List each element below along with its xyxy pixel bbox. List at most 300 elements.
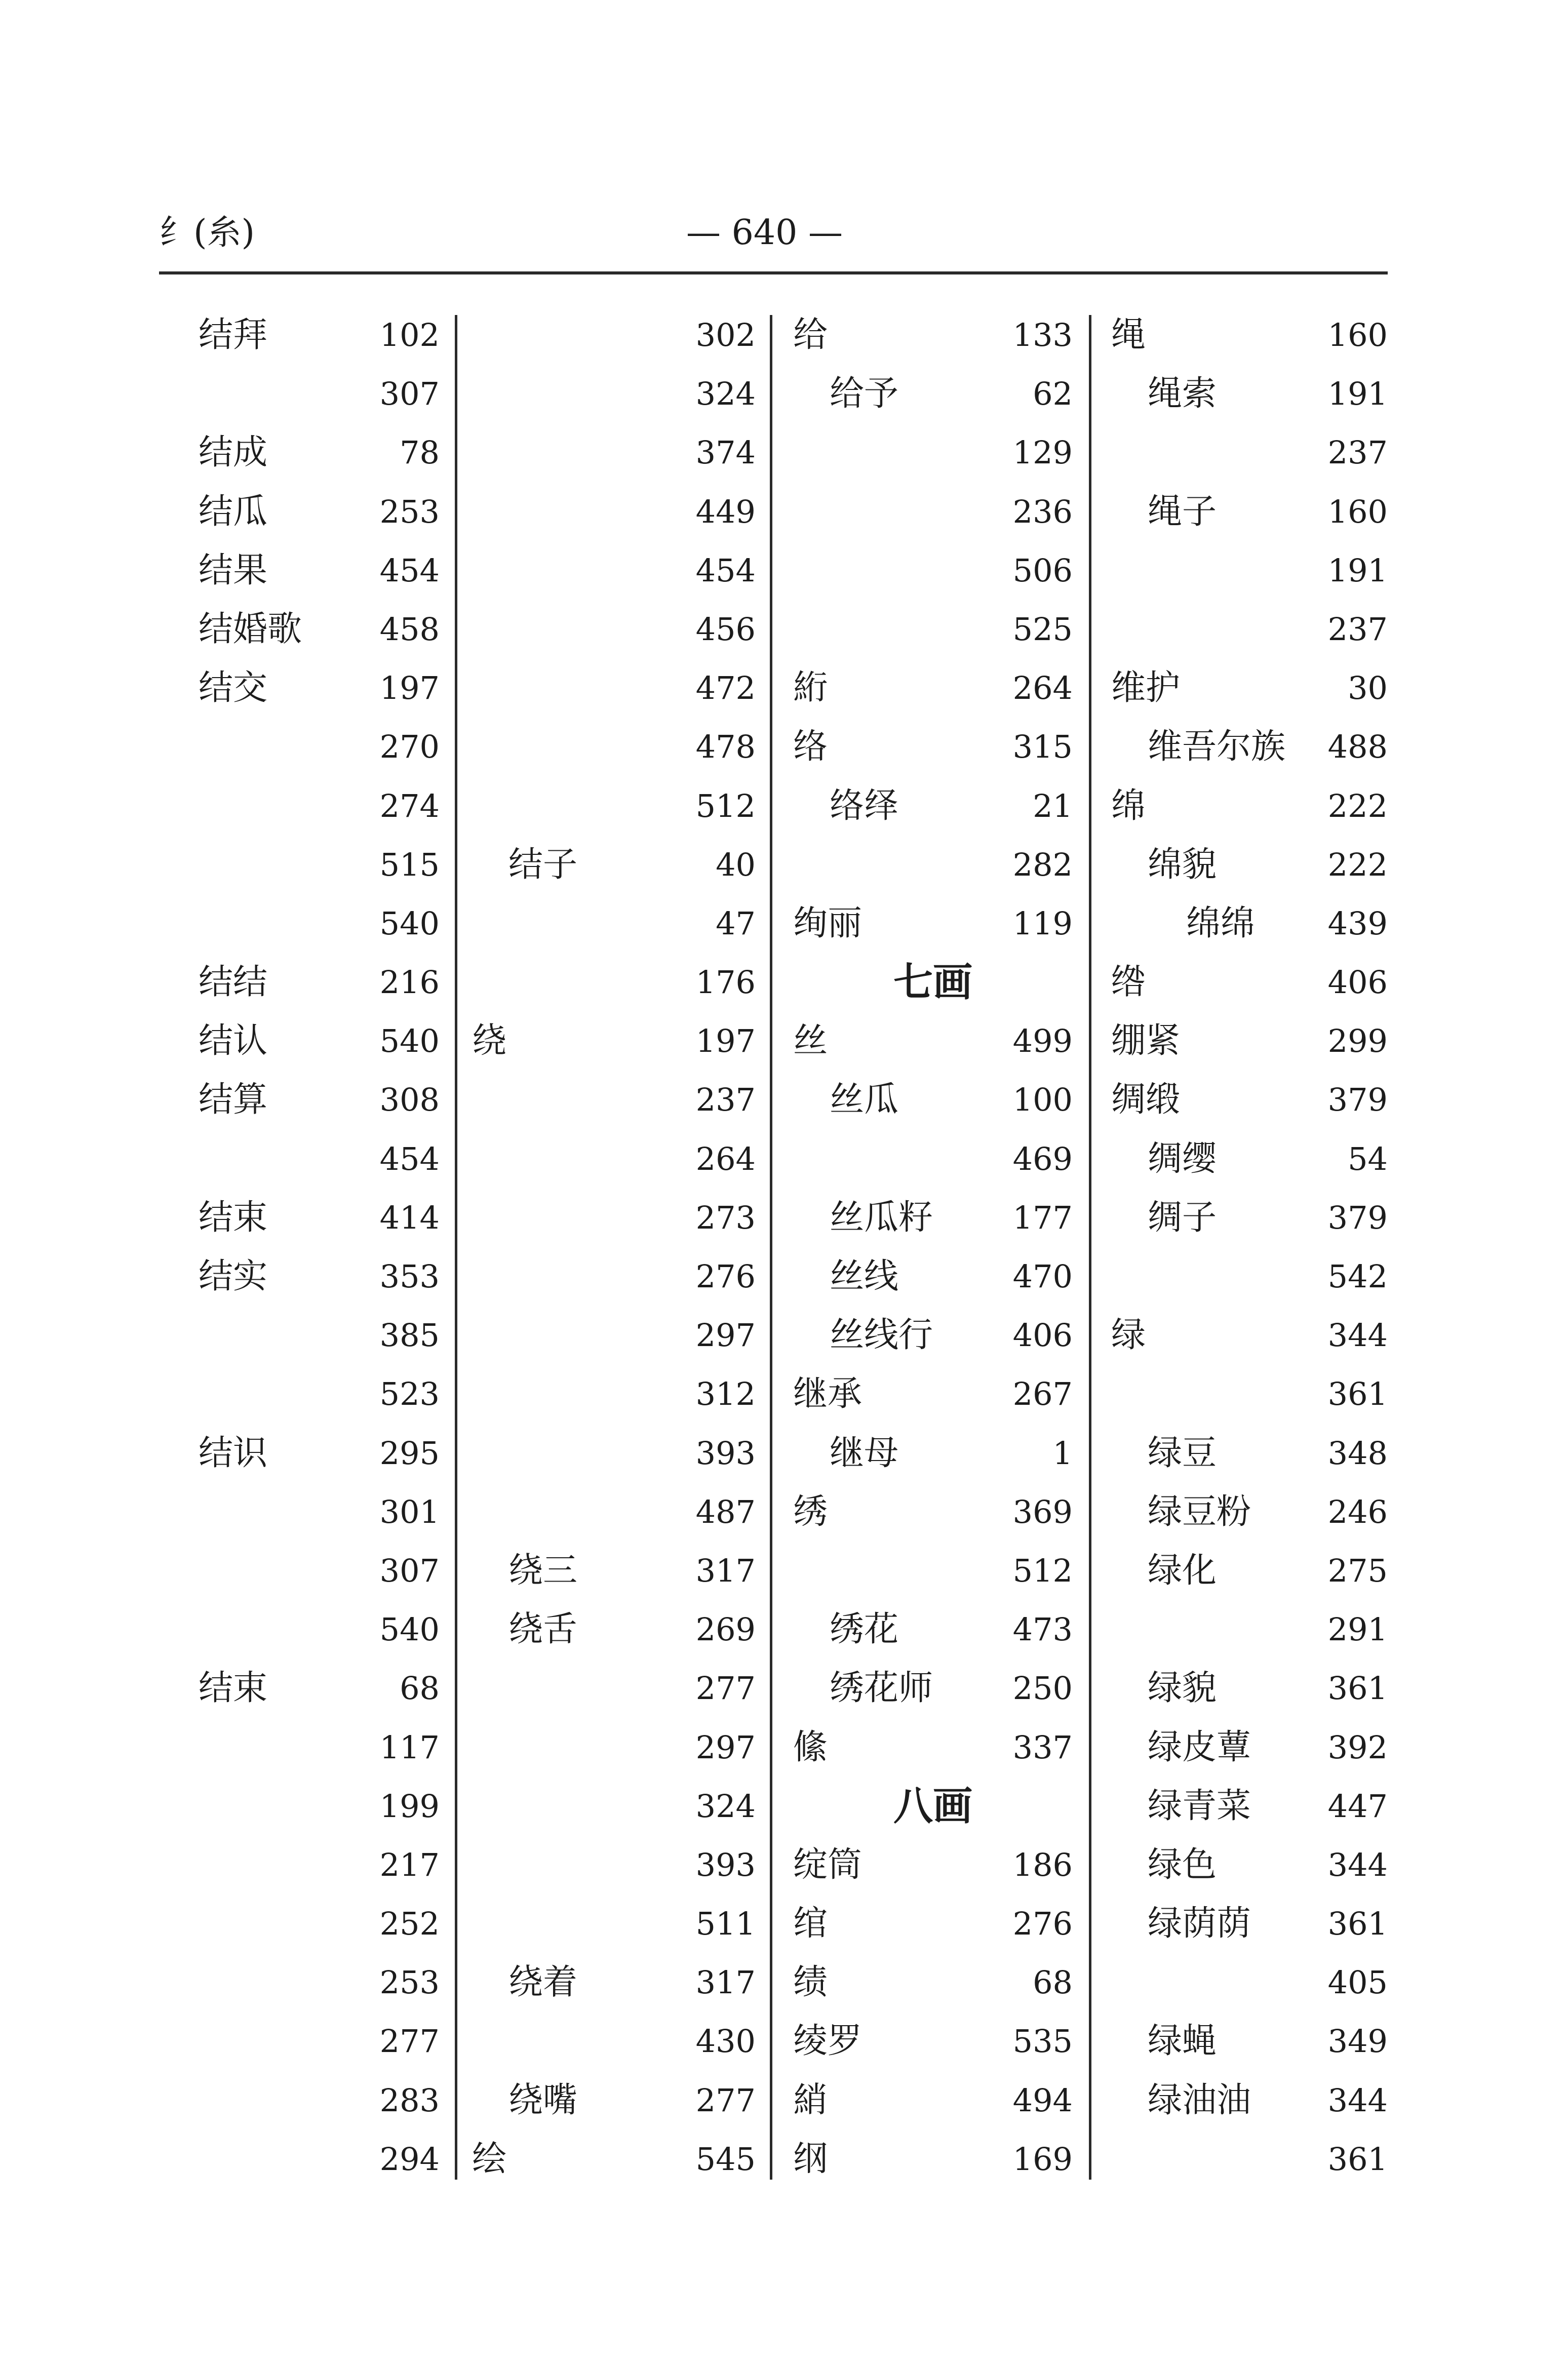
page-reference: 276 bbox=[695, 1258, 756, 1295]
page-reference: 515 bbox=[379, 846, 440, 883]
index-entry bbox=[1111, 427, 1388, 486]
index-entry bbox=[1111, 1781, 1388, 1840]
index-entry bbox=[793, 1546, 1073, 1604]
page-reference: 337 bbox=[1012, 1728, 1073, 1766]
index-entry bbox=[199, 1075, 440, 1133]
section-label: 八画 bbox=[893, 1783, 972, 1829]
index-entry bbox=[793, 1722, 1073, 1781]
index-entry bbox=[472, 1722, 756, 1781]
index-entry bbox=[1111, 1663, 1388, 1722]
index-column-4 bbox=[1111, 310, 1388, 2193]
index-entry bbox=[1111, 487, 1388, 545]
page-reference: 312 bbox=[695, 1375, 756, 1413]
index-entry bbox=[793, 1134, 1073, 1193]
page-reference: 253 bbox=[379, 493, 440, 530]
index-entry bbox=[472, 1487, 756, 1546]
index-entry bbox=[793, 2075, 1073, 2134]
page-reference: 217 bbox=[379, 1846, 440, 1883]
index-entry bbox=[1111, 2075, 1388, 2134]
index-entry bbox=[1111, 1369, 1388, 1428]
index-entry bbox=[472, 1840, 756, 1899]
page-reference: 246 bbox=[1327, 1493, 1388, 1530]
column-divider bbox=[770, 315, 772, 2180]
page-reference: 545 bbox=[695, 2140, 756, 2178]
page-reference: 264 bbox=[1012, 669, 1073, 707]
page-reference: 487 bbox=[695, 1493, 756, 1530]
index-entry bbox=[472, 1604, 756, 1663]
entry-term: 絎 bbox=[793, 668, 828, 708]
index-entry bbox=[1111, 369, 1388, 427]
index-entry bbox=[199, 1604, 440, 1663]
page-reference: 291 bbox=[1327, 1611, 1388, 1648]
index-entry bbox=[472, 1781, 756, 1840]
page-reference: 488 bbox=[1327, 728, 1388, 766]
page-reference: 361 bbox=[1327, 1670, 1388, 1707]
index-entry bbox=[199, 369, 440, 427]
page-reference: 100 bbox=[1012, 1081, 1073, 1119]
index-entry bbox=[199, 1251, 440, 1310]
page-reference: 236 bbox=[1012, 493, 1073, 530]
page-reference: 535 bbox=[1012, 2023, 1073, 2060]
index-entry bbox=[199, 604, 440, 663]
page-reference: 302 bbox=[695, 317, 756, 353]
page-reference: 324 bbox=[695, 375, 756, 413]
index-entry bbox=[472, 722, 756, 780]
stroke-count-heading bbox=[793, 1781, 1073, 1840]
entry-term: 绳 bbox=[1111, 315, 1146, 355]
index-entry bbox=[793, 1604, 1073, 1663]
page-reference: 307 bbox=[379, 1552, 440, 1589]
index-entry bbox=[1111, 545, 1388, 604]
entry-term: 结交 bbox=[199, 668, 268, 708]
page-reference: 273 bbox=[695, 1199, 756, 1236]
entry-term: 结果 bbox=[199, 550, 268, 590]
index-entry bbox=[793, 369, 1073, 427]
entry-term: 丝线 bbox=[830, 1256, 899, 1296]
page-reference: 176 bbox=[695, 964, 756, 1001]
index-entry bbox=[793, 2134, 1073, 2193]
index-entry bbox=[793, 1957, 1073, 2016]
page-reference: 344 bbox=[1327, 1317, 1388, 1354]
page-number: — 640 — bbox=[686, 213, 843, 253]
page-reference: 369 bbox=[1012, 1493, 1073, 1530]
stroke-count-heading bbox=[793, 957, 1073, 1016]
index-entry bbox=[199, 1428, 440, 1487]
index-entry bbox=[199, 957, 440, 1016]
entry-term: 结子 bbox=[508, 844, 578, 885]
page-reference: 277 bbox=[695, 1670, 756, 1707]
index-entry bbox=[472, 2016, 756, 2075]
index-entry bbox=[793, 722, 1073, 780]
index-entry bbox=[199, 487, 440, 545]
entry-term: 绿油油 bbox=[1148, 2080, 1251, 2120]
page-reference: 361 bbox=[1327, 1905, 1388, 1943]
index-entry bbox=[793, 1075, 1073, 1133]
index-entry bbox=[472, 369, 756, 427]
entry-term: 绿皮蕈 bbox=[1148, 1727, 1251, 1767]
index-entry bbox=[793, 1840, 1073, 1899]
page-reference: 456 bbox=[695, 610, 756, 648]
index-entry bbox=[199, 427, 440, 486]
page-reference: 68 bbox=[400, 1670, 440, 1707]
index-column-2 bbox=[472, 310, 756, 2193]
index-entry bbox=[1111, 781, 1388, 840]
page-reference: 454 bbox=[379, 1140, 440, 1177]
page-reference: 21 bbox=[1033, 787, 1073, 824]
entry-term: 绣花 bbox=[830, 1609, 899, 1650]
page-reference: 253 bbox=[379, 1964, 440, 2001]
entry-term: 维护 bbox=[1111, 668, 1181, 708]
index-entry bbox=[1111, 1487, 1388, 1546]
entry-term: 结识 bbox=[199, 1433, 268, 1473]
entry-term: 绕嘴 bbox=[508, 2080, 578, 2120]
page-reference: 361 bbox=[1327, 1375, 1388, 1413]
page-reference: 40 bbox=[716, 846, 756, 883]
entry-term: 絛 bbox=[793, 1727, 828, 1767]
index-entry bbox=[793, 487, 1073, 545]
page-reference: 308 bbox=[379, 1081, 440, 1119]
index-entry bbox=[1111, 2134, 1388, 2193]
page-reference: 117 bbox=[379, 1728, 440, 1766]
index-entry bbox=[472, 1369, 756, 1428]
index-entry bbox=[793, 427, 1073, 486]
index-entry bbox=[199, 545, 440, 604]
page-reference: 406 bbox=[1012, 1317, 1073, 1354]
index-entry bbox=[472, 427, 756, 486]
index-entry bbox=[793, 310, 1073, 369]
page-reference: 237 bbox=[1327, 610, 1388, 648]
index-entry bbox=[793, 1016, 1073, 1075]
entry-term: 绸缨 bbox=[1148, 1138, 1217, 1179]
entry-term: 继承 bbox=[793, 1374, 863, 1414]
page-reference: 237 bbox=[695, 1081, 756, 1119]
entry-term: 给予 bbox=[830, 374, 899, 414]
page-reference: 499 bbox=[1012, 1022, 1073, 1060]
page-reference: 540 bbox=[379, 904, 440, 942]
index-entry bbox=[793, 1193, 1073, 1251]
page-reference: 282 bbox=[1012, 846, 1073, 883]
page-reference: 473 bbox=[1012, 1611, 1073, 1648]
page-reference: 216 bbox=[379, 964, 440, 1001]
page-reference: 47 bbox=[716, 904, 756, 942]
entry-term: 绕舌 bbox=[508, 1609, 578, 1650]
page-reference: 68 bbox=[1033, 1964, 1073, 2001]
entry-term: 绿 bbox=[1111, 1315, 1146, 1356]
entry-term: 绿荫荫 bbox=[1148, 1904, 1251, 1944]
page-reference: 160 bbox=[1327, 493, 1388, 530]
page-reference: 315 bbox=[1012, 728, 1073, 766]
entry-term: 绿貌 bbox=[1148, 1668, 1217, 1709]
entry-term: 绘 bbox=[472, 2139, 507, 2179]
index-entry bbox=[1111, 1134, 1388, 1193]
index-entry bbox=[1111, 310, 1388, 369]
index-entry bbox=[199, 1840, 440, 1899]
page-reference: 405 bbox=[1327, 1964, 1388, 2001]
page-reference: 525 bbox=[1012, 610, 1073, 648]
index-entry bbox=[472, 898, 756, 957]
page-reference: 299 bbox=[1327, 1022, 1388, 1060]
page-reference: 406 bbox=[1327, 964, 1388, 1001]
entry-term: 绽筒 bbox=[793, 1844, 863, 1885]
entry-term: 绵绵 bbox=[1186, 903, 1256, 943]
entry-term: 纲 bbox=[793, 2139, 828, 2179]
page-reference: 30 bbox=[1348, 669, 1388, 707]
page-reference: 102 bbox=[379, 317, 440, 353]
index-entry bbox=[1111, 2016, 1388, 2075]
index-entry bbox=[472, 663, 756, 722]
page-reference: 385 bbox=[379, 1317, 440, 1354]
entry-term: 结束 bbox=[199, 1197, 268, 1238]
index-entry bbox=[793, 1369, 1073, 1428]
index-entry bbox=[199, 1546, 440, 1604]
index-column-1 bbox=[199, 310, 440, 2193]
index-entry bbox=[199, 722, 440, 780]
page-reference: 540 bbox=[379, 1611, 440, 1648]
entry-term: 结结 bbox=[199, 962, 268, 1003]
index-entry bbox=[199, 1487, 440, 1546]
page-reference: 129 bbox=[1012, 434, 1073, 471]
page-reference: 297 bbox=[695, 1728, 756, 1766]
entry-term: 绿豆粉 bbox=[1148, 1491, 1251, 1532]
index-entry bbox=[472, 2075, 756, 2134]
index-entry bbox=[1111, 840, 1388, 898]
entry-term: 丝 bbox=[793, 1021, 828, 1061]
entry-term: 维吾尔族 bbox=[1148, 727, 1286, 767]
index-entry bbox=[1111, 1957, 1388, 2016]
page-reference: 301 bbox=[379, 1493, 440, 1530]
index-entry bbox=[472, 1134, 756, 1193]
page-reference: 542 bbox=[1327, 1258, 1388, 1295]
page-reference: 191 bbox=[1327, 551, 1388, 589]
column-divider bbox=[455, 315, 457, 2180]
entry-term: 绕着 bbox=[508, 1962, 578, 2003]
index-entry bbox=[472, 1957, 756, 2016]
entry-term: 绩 bbox=[793, 1962, 828, 2003]
index-entry bbox=[199, 1369, 440, 1428]
page-reference: 317 bbox=[695, 1552, 756, 1589]
page-reference: 222 bbox=[1327, 846, 1388, 883]
index-entry bbox=[1111, 898, 1388, 957]
index-entry bbox=[1111, 1604, 1388, 1663]
page-reference: 62 bbox=[1033, 375, 1073, 413]
index-entry bbox=[472, 1546, 756, 1604]
index-entry bbox=[1111, 1428, 1388, 1487]
entry-term: 绵貌 bbox=[1148, 844, 1217, 885]
index-entry bbox=[1111, 1310, 1388, 1369]
entry-term: 绕 bbox=[472, 1021, 507, 1061]
index-entry bbox=[793, 1310, 1073, 1369]
page-reference: 177 bbox=[1012, 1199, 1073, 1236]
entry-term: 丝瓜籽 bbox=[830, 1197, 933, 1238]
page-reference: 348 bbox=[1327, 1434, 1388, 1472]
index-entry bbox=[1111, 957, 1388, 1016]
entry-term: 绸子 bbox=[1148, 1197, 1217, 1238]
entry-term: 绷紧 bbox=[1111, 1021, 1181, 1061]
page-reference: 186 bbox=[1012, 1846, 1073, 1883]
index-entry bbox=[1111, 604, 1388, 663]
entry-term: 结束 bbox=[199, 1668, 268, 1709]
page-reference: 237 bbox=[1327, 434, 1388, 471]
index-entry bbox=[793, 1251, 1073, 1310]
page-reference: 469 bbox=[1012, 1140, 1073, 1177]
entry-term: 结婚歌 bbox=[199, 609, 302, 649]
entry-term: 继母 bbox=[830, 1433, 899, 1473]
entry-term: 绣 bbox=[793, 1491, 828, 1532]
entry-term: 绳索 bbox=[1148, 374, 1217, 414]
entry-term: 绿豆 bbox=[1148, 1433, 1217, 1473]
page-reference: 191 bbox=[1327, 375, 1388, 413]
entry-term: 绸缎 bbox=[1111, 1080, 1181, 1120]
page-reference: 344 bbox=[1327, 1846, 1388, 1883]
index-entry bbox=[472, 957, 756, 1016]
index-entry bbox=[199, 1722, 440, 1781]
index-entry bbox=[1111, 1075, 1388, 1133]
index-entry bbox=[199, 663, 440, 722]
page-reference: 324 bbox=[695, 1787, 756, 1825]
index-entry bbox=[199, 2016, 440, 2075]
index-entry bbox=[1111, 1193, 1388, 1251]
entry-term: 结成 bbox=[199, 432, 268, 473]
index-entry bbox=[472, 2134, 756, 2193]
entry-term: 丝线行 bbox=[830, 1315, 933, 1356]
page-reference: 197 bbox=[695, 1022, 756, 1060]
page-reference: 199 bbox=[379, 1787, 440, 1825]
index-entry bbox=[472, 1310, 756, 1369]
index-entry bbox=[199, 898, 440, 957]
index-entry bbox=[793, 1663, 1073, 1722]
page-reference: 222 bbox=[1327, 787, 1388, 824]
page-reference: 133 bbox=[1012, 317, 1073, 353]
index-entry bbox=[472, 1663, 756, 1722]
page-reference: 523 bbox=[379, 1375, 440, 1413]
column-divider bbox=[1089, 315, 1091, 2180]
index-entry bbox=[1111, 1546, 1388, 1604]
entry-term: 绵 bbox=[1111, 785, 1146, 826]
index-entry bbox=[199, 2075, 440, 2134]
page-reference: 78 bbox=[400, 434, 440, 471]
entry-term: 绺 bbox=[1111, 962, 1146, 1003]
page-reference: 393 bbox=[695, 1846, 756, 1883]
page-reference: 379 bbox=[1327, 1081, 1388, 1119]
page-reference: 458 bbox=[379, 610, 440, 648]
index-entry bbox=[472, 604, 756, 663]
index-entry bbox=[472, 1899, 756, 1957]
page-reference: 277 bbox=[379, 2023, 440, 2060]
entry-term: 绿青菜 bbox=[1148, 1786, 1251, 1826]
page-reference: 361 bbox=[1327, 2140, 1388, 2178]
entry-term: 络 bbox=[793, 727, 828, 767]
entry-term: 丝瓜 bbox=[830, 1080, 899, 1120]
page-reference: 252 bbox=[379, 1905, 440, 1943]
page-reference: 472 bbox=[695, 669, 756, 707]
index-entry bbox=[472, 1251, 756, 1310]
index-entry bbox=[793, 1487, 1073, 1546]
header-rule bbox=[159, 271, 1388, 274]
page-reference: 414 bbox=[379, 1199, 440, 1236]
index-entry bbox=[793, 663, 1073, 722]
index-column-3 bbox=[793, 310, 1073, 2193]
page-reference: 392 bbox=[1327, 1728, 1388, 1766]
page-reference: 512 bbox=[1012, 1552, 1073, 1589]
index-entry bbox=[1111, 1899, 1388, 1957]
page-reference: 277 bbox=[695, 2081, 756, 2119]
index-entry bbox=[1111, 1722, 1388, 1781]
page-reference: 540 bbox=[379, 1022, 440, 1060]
entry-term: 绕三 bbox=[508, 1550, 578, 1591]
index-entry bbox=[199, 1899, 440, 1957]
entry-term: 结实 bbox=[199, 1256, 268, 1296]
index-entry bbox=[793, 1899, 1073, 1957]
entry-term: 结拜 bbox=[199, 315, 268, 355]
index-entry bbox=[472, 781, 756, 840]
page-reference: 470 bbox=[1012, 1258, 1073, 1295]
index-entry bbox=[793, 840, 1073, 898]
page-reference: 454 bbox=[379, 551, 440, 589]
page-reference: 439 bbox=[1327, 904, 1388, 942]
index-entry bbox=[199, 1193, 440, 1251]
entry-term: 绿蝇 bbox=[1148, 2021, 1217, 2062]
page-reference: 353 bbox=[379, 1258, 440, 1295]
page-reference: 478 bbox=[695, 728, 756, 766]
index-entry bbox=[472, 1193, 756, 1251]
page-reference: 297 bbox=[695, 1317, 756, 1354]
page-reference: 379 bbox=[1327, 1199, 1388, 1236]
index-entry bbox=[1111, 1251, 1388, 1310]
index-entry bbox=[793, 781, 1073, 840]
page-reference: 119 bbox=[1012, 904, 1073, 942]
index-entry bbox=[472, 840, 756, 898]
page-reference: 349 bbox=[1327, 2023, 1388, 2060]
page-reference: 267 bbox=[1012, 1375, 1073, 1413]
entry-term: 绿化 bbox=[1148, 1550, 1217, 1591]
entry-term: 绳子 bbox=[1148, 491, 1217, 532]
entry-term: 綃 bbox=[793, 2080, 828, 2120]
page-reference: 454 bbox=[695, 551, 756, 589]
entry-term: 绚丽 bbox=[793, 903, 863, 943]
page-reference: 449 bbox=[695, 493, 756, 530]
index-entry bbox=[1111, 663, 1388, 722]
entry-term: 结瓜 bbox=[199, 491, 268, 532]
page-reference: 430 bbox=[695, 2023, 756, 2060]
index-entry bbox=[199, 1957, 440, 2016]
index-entry bbox=[1111, 1016, 1388, 1075]
page-reference: 1 bbox=[1052, 1434, 1073, 1472]
page-reference: 506 bbox=[1012, 551, 1073, 589]
index-entry bbox=[199, 310, 440, 369]
page-reference: 494 bbox=[1012, 2081, 1073, 2119]
entry-term: 结认 bbox=[199, 1021, 268, 1061]
page-reference: 512 bbox=[695, 787, 756, 824]
page-reference: 250 bbox=[1012, 1670, 1073, 1707]
index-entry bbox=[199, 1310, 440, 1369]
page-reference: 197 bbox=[379, 669, 440, 707]
index-entry bbox=[199, 2134, 440, 2193]
page-reference: 307 bbox=[379, 375, 440, 413]
entry-term: 络绎 bbox=[830, 785, 899, 826]
index-entry bbox=[793, 1428, 1073, 1487]
page-reference: 169 bbox=[1012, 2140, 1073, 2178]
index-entry bbox=[199, 840, 440, 898]
page-reference: 264 bbox=[695, 1140, 756, 1177]
page-reference: 374 bbox=[695, 434, 756, 471]
entry-term: 给 bbox=[793, 315, 828, 355]
page-reference: 269 bbox=[695, 1611, 756, 1648]
page-reference: 447 bbox=[1327, 1787, 1388, 1825]
page-reference: 317 bbox=[695, 1964, 756, 2001]
index-entry bbox=[1111, 1840, 1388, 1899]
index-entry bbox=[472, 545, 756, 604]
entry-term: 绿色 bbox=[1148, 1844, 1217, 1885]
